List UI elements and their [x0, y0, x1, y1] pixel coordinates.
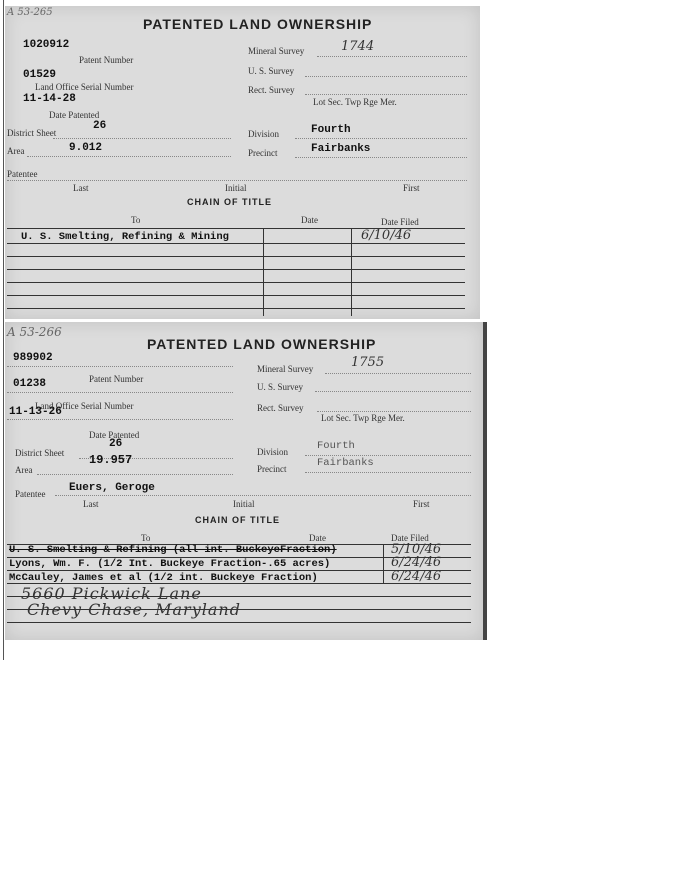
first-label: First: [403, 183, 420, 193]
division-label: Division: [257, 447, 289, 457]
underline: [27, 156, 231, 157]
underline: [37, 474, 233, 475]
patent-number: 1020912: [23, 39, 70, 51]
date-patented-label: Date Patented: [49, 110, 100, 120]
underline: [7, 419, 233, 420]
last-label: Last: [83, 499, 99, 509]
corner-note: A 53-266: [7, 325, 62, 339]
corner-note: A 53-265: [7, 7, 53, 18]
rect-survey-columns: Lot Sec. Twp Rge Mer.: [313, 97, 397, 107]
patentee-label: Patentee: [7, 169, 38, 179]
underline: [7, 180, 467, 181]
chain-entry-to: U. S. Smelting, Refining & Mining: [21, 231, 229, 243]
area-label: Area: [15, 465, 33, 475]
underline: [305, 455, 471, 456]
chain-of-title-heading: CHAIN OF TITLE: [187, 197, 272, 207]
district-sheet-label: District Sheet: [15, 448, 65, 458]
rect-survey-label: Rect. Survey: [257, 403, 304, 413]
mineral-survey-label: Mineral Survey: [257, 364, 314, 374]
serial-label: Land Office Serial Number: [35, 401, 134, 411]
mineral-survey: 1744: [341, 39, 375, 54]
patentee-label: Patentee: [15, 489, 46, 499]
patent-number-label: Patent Number: [79, 55, 134, 65]
precinct-label: Precinct: [248, 148, 278, 158]
column-date-filed: Date Filed: [381, 217, 419, 227]
us-survey-label: U. S. Survey: [257, 382, 304, 392]
serial-number: 01238: [13, 378, 47, 390]
underline: [7, 392, 233, 393]
us-survey-label: U. S. Survey: [248, 66, 295, 76]
district-sheet: 26: [93, 120, 107, 132]
card-title: PATENTED LAND OWNERSHIP: [147, 336, 377, 352]
area-value: 9.012: [69, 142, 103, 154]
chain-entry-to: U. S. Smelting & Refining (all int. BuckeyeFraction): [9, 544, 337, 556]
division-value: Fourth: [317, 440, 355, 452]
column-divider: [351, 228, 352, 316]
land-ownership-card-2: [5, 322, 487, 640]
table-rule: [7, 282, 465, 283]
chain-entry-filed: 6/24/46: [391, 555, 442, 570]
handwritten-address-line-2: Chevy Chase, Maryland: [27, 600, 241, 619]
chain-of-title-heading: CHAIN OF TITLE: [195, 515, 280, 525]
underline: [305, 76, 467, 77]
underline: [317, 56, 467, 57]
division-value: Fourth: [311, 124, 351, 136]
area-label: Area: [7, 146, 25, 156]
patent-number-label: Patent Number: [89, 374, 144, 384]
land-ownership-card-1: [5, 6, 480, 319]
district-sheet: 26: [109, 438, 123, 450]
date-patented: 11-13-26: [9, 406, 62, 418]
chain-entry-filed: 6/24/46: [391, 569, 442, 584]
mineral-survey-label: Mineral Survey: [248, 46, 305, 56]
underline: [315, 391, 471, 392]
chain-entry-filed: 6/10/46: [361, 228, 412, 243]
column-date: Date: [301, 215, 318, 225]
initial-label: Initial: [225, 183, 247, 193]
patent-number: 989902: [13, 352, 53, 364]
district-sheet-label: District Sheet: [7, 128, 57, 138]
column-divider: [383, 544, 384, 584]
mineral-survey: 1755: [351, 355, 385, 370]
underline: [305, 472, 471, 473]
column-divider: [263, 228, 264, 316]
table-rule: [7, 295, 465, 296]
division-label: Division: [248, 129, 280, 139]
rect-survey-columns: Lot Sec. Twp Rge Mer.: [321, 413, 405, 423]
column-date: Date: [309, 533, 326, 543]
underline: [7, 366, 233, 367]
table-rule: [7, 622, 471, 623]
rect-survey-label: Rect. Survey: [248, 85, 295, 95]
underline: [305, 94, 467, 95]
underline: [325, 373, 471, 374]
chain-entry-to: Lyons, Wm. F. (1/2 Int. Buckeye Fraction-.65 acres): [9, 558, 331, 570]
precinct-label: Precinct: [257, 464, 287, 474]
serial-number: 01529: [23, 69, 57, 81]
column-to: To: [131, 215, 141, 225]
date-patented: 11-14-28: [23, 93, 76, 105]
serial-label: Land Office Serial Number: [35, 82, 134, 92]
chain-entry-filed: 5/10/46: [391, 542, 442, 557]
card-title: PATENTED LAND OWNERSHIP: [143, 16, 373, 32]
patentee-value: Euers, Geroge: [69, 482, 155, 494]
underline: [317, 411, 471, 412]
table-rule: [7, 256, 465, 257]
date-patented-label: Date Patented: [89, 430, 140, 440]
underline: [295, 138, 467, 139]
table-rule: [7, 243, 465, 244]
area-value: 19.957: [89, 453, 133, 467]
handwritten-address-line-1: 5660 Pickwick Lane: [21, 584, 202, 603]
underline: [55, 495, 471, 496]
underline: [53, 138, 231, 139]
precinct-value: Fairbanks: [311, 143, 371, 155]
precinct-value: Fairbanks: [317, 457, 374, 469]
underline: [295, 157, 467, 158]
column-to: To: [141, 533, 151, 543]
chain-entry-to: McCauley, James et al (1/2 int. Buckeye Fraction): [9, 572, 318, 584]
table-rule: [7, 308, 465, 309]
table-rule: [7, 269, 465, 270]
scan-edge-line: [3, 0, 4, 660]
last-label: Last: [73, 183, 89, 193]
initial-label: Initial: [233, 499, 255, 509]
first-label: First: [413, 499, 430, 509]
column-date-filed: Date Filed: [391, 533, 429, 543]
